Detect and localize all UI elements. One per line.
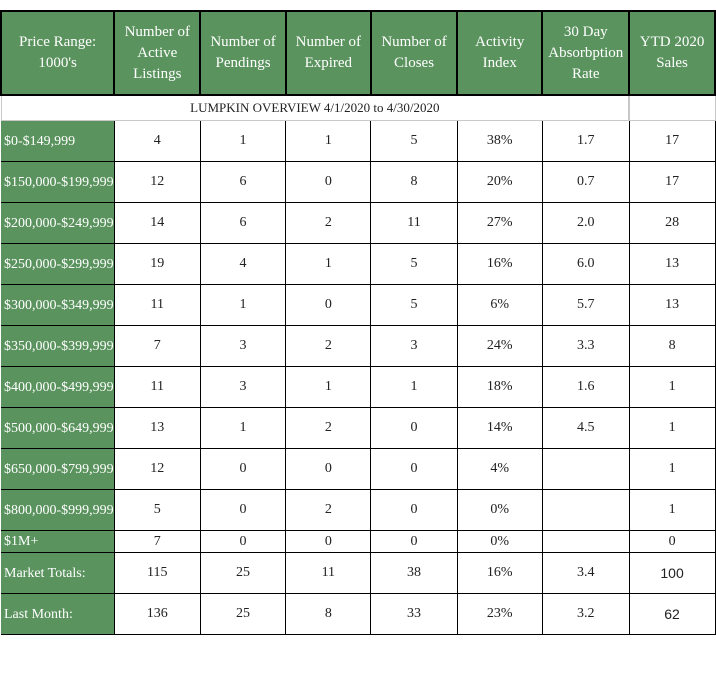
market-totals-row (1, 553, 715, 594)
cell-pendings: 6 (200, 203, 285, 244)
cell-pendings: 3 (200, 367, 285, 408)
cell-closes: 0 (371, 449, 457, 490)
table-row (1, 244, 715, 285)
table-row (1, 408, 715, 449)
cell-active-listings: 7 (114, 531, 200, 553)
cell-active-listings: 12 (114, 449, 200, 490)
cell-ytd-sales: 62 (629, 594, 715, 635)
cell-absorption-rate: 3.3 (542, 326, 629, 367)
cell-price-range: $400,000-$499,999 (1, 367, 114, 408)
cell-ytd-sales: 100 (629, 553, 715, 594)
cell-price-range: $300,000-$349,999 (1, 285, 114, 326)
cell-ytd-sales: 17 (629, 162, 715, 203)
cell-expired: 2 (286, 203, 371, 244)
cell-absorption-rate: 5.7 (542, 285, 629, 326)
cell-active-listings: 7 (114, 326, 200, 367)
table-row (1, 449, 715, 490)
cell-expired: 11 (286, 553, 371, 594)
cell-closes: 0 (371, 408, 457, 449)
cell-active-listings: 12 (114, 162, 200, 203)
cell-activity-index: 4% (457, 449, 542, 490)
table-row (1, 490, 715, 531)
cell-absorption-rate (542, 531, 629, 553)
cell-expired: 1 (286, 367, 371, 408)
cell-expired: 2 (286, 326, 371, 367)
cell-activity-index: 18% (457, 367, 542, 408)
header-absorption-rate: 30 Day Absorbption Rate (542, 11, 629, 95)
cell-closes: 5 (371, 285, 457, 326)
cell-closes: 1 (371, 367, 457, 408)
cell-expired: 2 (286, 408, 371, 449)
cell-ytd-sales: 1 (629, 367, 715, 408)
cell-activity-index: 6% (457, 285, 542, 326)
cell-price-range: $250,000-$299,999 (1, 244, 114, 285)
cell-pendings: 25 (200, 594, 285, 635)
cell-expired: 1 (286, 121, 371, 162)
cell-absorption-rate: 3.4 (542, 553, 629, 594)
table-row (1, 203, 715, 244)
cell-pendings: 1 (200, 285, 285, 326)
cell-active-listings: 14 (114, 203, 200, 244)
cell-expired: 2 (286, 490, 371, 531)
table-row (1, 121, 715, 162)
cell-activity-index: 27% (457, 203, 542, 244)
cell-ytd-sales: 1 (629, 408, 715, 449)
cell-closes: 0 (371, 490, 457, 531)
table-row (1, 285, 715, 326)
cell-absorption-rate: 2.0 (542, 203, 629, 244)
cell-ytd-sales: 1 (629, 490, 715, 531)
cell-activity-index: 24% (457, 326, 542, 367)
header-closes: Number of Closes (371, 11, 457, 95)
table-row (1, 367, 715, 408)
header-row (1, 11, 715, 95)
cell-pendings: 4 (200, 244, 285, 285)
cell-closes: 5 (371, 244, 457, 285)
cell-active-listings: 13 (114, 408, 200, 449)
cell-absorption-rate: 0.7 (542, 162, 629, 203)
cell-pendings: 0 (200, 449, 285, 490)
header-price-range: Price Range: 1000's (1, 11, 114, 95)
cell-pendings: 1 (200, 408, 285, 449)
cell-active-listings: 5 (114, 490, 200, 531)
cell-price-range: $0-$149,999 (1, 121, 114, 162)
cell-active-listings: 19 (114, 244, 200, 285)
header-pendings: Number of Pendings (200, 11, 285, 95)
cell-active-listings: 136 (114, 594, 200, 635)
cell-price-range: $150,000-$199,999 (1, 162, 114, 203)
cell-price-range: $800,000-$999,999 (1, 490, 114, 531)
cell-ytd-sales: 0 (629, 531, 715, 553)
cell-absorption-rate (542, 449, 629, 490)
cell-active-listings: 11 (114, 367, 200, 408)
cell-activity-index: 16% (457, 553, 542, 594)
cell-price-range: Last Month: (1, 594, 114, 635)
header-expired: Number of Expired (286, 11, 371, 95)
cell-pendings: 6 (200, 162, 285, 203)
cell-activity-index: 38% (457, 121, 542, 162)
report-title: LUMPKIN OVERVIEW 4/1/2020 to 4/30/2020 (1, 95, 629, 121)
cell-closes: 38 (371, 553, 457, 594)
cell-ytd-sales: 13 (629, 285, 715, 326)
cell-ytd-sales: 28 (629, 203, 715, 244)
cell-ytd-sales: 8 (629, 326, 715, 367)
cell-absorption-rate: 3.2 (542, 594, 629, 635)
cell-active-listings: 11 (114, 285, 200, 326)
header-active-listings: Number of Active Listings (114, 11, 200, 95)
table-row (1, 326, 715, 367)
cell-activity-index: 23% (457, 594, 542, 635)
cell-price-range: Market Totals: (1, 553, 114, 594)
cell-absorption-rate: 1.7 (542, 121, 629, 162)
cell-pendings: 0 (200, 490, 285, 531)
cell-price-range: $350,000-$399,999 (1, 326, 114, 367)
cell-closes: 11 (371, 203, 457, 244)
last-month-row (1, 594, 715, 635)
cell-ytd-sales: 17 (629, 121, 715, 162)
cell-expired: 8 (286, 594, 371, 635)
cell-closes: 8 (371, 162, 457, 203)
cell-closes: 33 (371, 594, 457, 635)
cell-closes: 3 (371, 326, 457, 367)
cell-price-range: $500,000-$649,999 (1, 408, 114, 449)
title-row (1, 95, 715, 121)
cell-closes: 0 (371, 531, 457, 553)
cell-pendings: 0 (200, 531, 285, 553)
cell-closes: 5 (371, 121, 457, 162)
cell-expired: 1 (286, 244, 371, 285)
cell-expired: 0 (286, 449, 371, 490)
cell-price-range: $650,000-$799,999 (1, 449, 114, 490)
cell-activity-index: 16% (457, 244, 542, 285)
cell-pendings: 3 (200, 326, 285, 367)
cell-expired: 0 (286, 285, 371, 326)
report-container (0, 10, 716, 635)
cell-price-range: $200,000-$249,999 (1, 203, 114, 244)
header-activity-index: Activity Index (457, 11, 542, 95)
cell-activity-index: 20% (457, 162, 542, 203)
cell-active-listings: 4 (114, 121, 200, 162)
header-ytd-sales: YTD 2020 Sales (629, 11, 715, 95)
cell-activity-index: 0% (457, 490, 542, 531)
cell-absorption-rate: 1.6 (542, 367, 629, 408)
cell-expired: 0 (286, 531, 371, 553)
cell-absorption-rate: 4.5 (542, 408, 629, 449)
table-row (1, 162, 715, 203)
lumpkin-overview-table (0, 10, 716, 635)
table-row (1, 531, 715, 553)
cell-price-range: $1M+ (1, 531, 114, 553)
cell-ytd-sales: 1 (629, 449, 715, 490)
cell-expired: 0 (286, 162, 371, 203)
cell-ytd-sales: 13 (629, 244, 715, 285)
cell-activity-index: 14% (457, 408, 542, 449)
cell-absorption-rate: 6.0 (542, 244, 629, 285)
cell-active-listings: 115 (114, 553, 200, 594)
title-row-empty-cell (629, 95, 715, 121)
cell-absorption-rate (542, 490, 629, 531)
cell-activity-index: 0% (457, 531, 542, 553)
cell-pendings: 25 (200, 553, 285, 594)
cell-pendings: 1 (200, 121, 285, 162)
